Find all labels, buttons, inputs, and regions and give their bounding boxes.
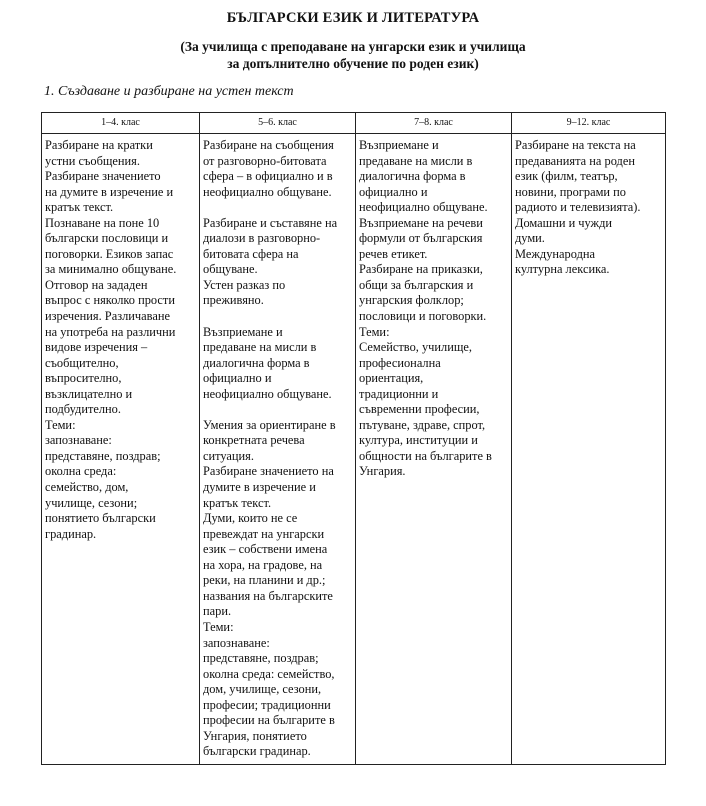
cell-text-line: представяне, поздрав; (45, 448, 161, 463)
cell-text-line: официално и (203, 371, 272, 386)
cell-text-line: изречения. Различаване (45, 309, 170, 324)
cell-text-line: Унгария. (359, 464, 406, 479)
cell-grade-7-8 (356, 134, 512, 765)
cell-text-line: ориентация, (359, 371, 424, 386)
cell-text-line: Международна (515, 246, 596, 261)
cell-text-line: околна среда: (45, 464, 117, 479)
cell-text-line: за минимално общуване. (45, 262, 177, 277)
cell-text-line: думи. (515, 231, 545, 246)
cell-text-line: подбудително. (45, 402, 121, 417)
header-grade-1-4: 1–4. клас (42, 113, 200, 134)
cell-text-line: предаванията на роден (515, 153, 635, 168)
cell-text-line: градинар. (45, 526, 97, 541)
header-grade-5-6: 5–6. клас (200, 113, 356, 134)
cell-text-line: поговорки. Езиков запас (45, 246, 174, 261)
cell-text-line: професии; традиционни (203, 697, 331, 712)
cell-text-line: превеждат на унгарски (203, 526, 325, 541)
section-heading: 1. Създаване и разбиране на устен текст (44, 84, 294, 99)
cell-text-line: възклицателно и (45, 386, 133, 401)
cell-text-line: на хора, на градове, на (203, 557, 323, 572)
cell-text-line: новини, програми по (515, 184, 626, 199)
cell-text-line: Възприемане и (203, 324, 283, 339)
cell-text-line: общности на българите в (359, 448, 492, 463)
cell-text-line: неофициално общуване. (203, 184, 332, 199)
cell-text-line: запознаване: (45, 433, 112, 448)
cell-text-line: видове изречения – (45, 340, 148, 355)
document-subtitle (0, 38, 706, 72)
cell-text-line: Възприемане и (359, 138, 439, 152)
header-grade-7-8: 7–8. клас (356, 113, 512, 134)
cell-text-line: понятието български (45, 511, 156, 526)
cell-text-line: училище, сезони; (45, 495, 138, 510)
cell-grade-1-4 (42, 134, 200, 765)
cell-text-line: конкретната речева (203, 433, 305, 448)
cell-text-line: Отговор на зададен (45, 277, 148, 292)
subtitle-line: (За училища с преподаване на унгарски език и училища (180, 39, 526, 54)
cell-text-line: въпросително, (45, 371, 122, 386)
cell-text-line: Разбиране значението (45, 169, 161, 184)
cell-text-line: Думи, които не се (203, 511, 298, 526)
document-title: БЪЛГАРСКИ ЕЗИК И ЛИТЕРАТУРА (226, 10, 480, 26)
table-row (42, 134, 666, 765)
cell-text-line: диалогична форма в (359, 169, 466, 184)
cell-text-line: названия на българските (203, 588, 333, 603)
cell-text-line: Разбиране на съобщения (203, 138, 334, 152)
header-grade-9-12: 9–12. клас (512, 113, 666, 134)
cell-text-line: думите в изречение и (203, 480, 316, 495)
cell-text-line: запознаване: (203, 635, 270, 650)
cell-text-line: професии на българите в (203, 713, 335, 728)
cell-grade-5-6 (200, 134, 356, 765)
cell-text-line: преживяно. (203, 293, 264, 308)
cell-text-line (203, 402, 352, 418)
cell-text-line: диалози в разговорно- (203, 231, 321, 246)
cell-text-line: формули от българския (359, 231, 483, 246)
cell-text-line: съвременни професии, (359, 402, 480, 417)
cell-text-line: дом, училище, сезони, (203, 682, 322, 697)
cell-text-line: диалогична форма в (203, 355, 310, 370)
cell-text-line: професионална (359, 355, 441, 370)
subtitle-line: за допълнително обучение по роден език) (227, 56, 479, 71)
cell-text-line: общуване. (203, 262, 258, 277)
cell-text-line: Възприемане на речеви (359, 215, 483, 230)
table-header-row (42, 113, 666, 134)
cell-text-line: неофициално общуване. (359, 200, 488, 215)
cell-text-line: кратък текст. (203, 495, 272, 510)
cell-text-line: език – собствени имена (203, 542, 328, 557)
curriculum-table (41, 112, 666, 765)
cell-text-line: кратък текст. (45, 200, 114, 215)
cell-text-line: Унгария, понятието (203, 728, 307, 743)
cell-text-line: представяне, поздрав; (203, 651, 319, 666)
cell-text-line: общи за българския и (359, 277, 474, 292)
cell-text-line: Разбиране на кратки (45, 138, 153, 152)
cell-text-line: български градинар. (203, 744, 311, 759)
cell-text-line: Домашни и чужди (515, 215, 613, 230)
cell-text-line: пътуване, здраве, спрот, (359, 417, 486, 432)
cell-text-line: предаване на мисли в (203, 340, 317, 355)
cell-text-line: съобщително, (45, 355, 119, 370)
cell-text-line: Семейство, училище, (359, 340, 472, 355)
cell-text-line: език (филм, театър, (515, 169, 618, 184)
cell-text-line: Умения за ориентиране в (203, 417, 336, 432)
cell-text-line: семейство, дом, (45, 480, 129, 495)
cell-text-line: радиото и телевизията). (515, 200, 641, 215)
cell-text-line: пари. (203, 604, 232, 619)
cell-text-line: Разбиране на приказки, (359, 262, 483, 277)
cell-text-line: на употреба на различни (45, 324, 176, 339)
cell-text-line: Познаване на поне 10 (45, 215, 160, 230)
cell-text-line: неофициално общуване. (203, 386, 332, 401)
cell-text-line: Теми: (359, 324, 390, 339)
cell-text-line: устни съобщения. (45, 153, 140, 168)
cell-text-line: традиционни и (359, 386, 439, 401)
cell-text-line: Теми: (45, 417, 76, 432)
cell-text-line: на думите в изречение и (45, 184, 174, 199)
cell-text-line: български пословици и (45, 231, 169, 246)
cell-text-line (203, 309, 352, 325)
cell-text-line: ситуация. (203, 448, 254, 463)
cell-text-line: околна среда: семейство, (203, 666, 335, 681)
cell-text-line: Теми: (203, 619, 234, 634)
cell-text-line: унгарския фолклор; (359, 293, 464, 308)
cell-text-line: култура, институции и (359, 433, 478, 448)
cell-text-line (203, 200, 352, 216)
cell-text-line: въпрос с няколко прости (45, 293, 175, 308)
cell-text-line: Разбиране на текста на (515, 138, 636, 152)
cell-text-line: Разбиране значението на (203, 464, 334, 479)
cell-grade-9-12 (512, 134, 666, 765)
cell-text-line: официално и (359, 184, 428, 199)
cell-text-line: културна лексика. (515, 262, 610, 277)
cell-text-line: битовата сфера на (203, 246, 299, 261)
cell-text-line: Разбиране и съставяне на (203, 215, 338, 230)
cell-text-line: Устен разказ по (203, 277, 286, 292)
cell-text-line: пословици и поговорки. (359, 309, 487, 324)
cell-text-line: реки, на планини и др.; (203, 573, 326, 588)
cell-text-line: предаване на мисли в (359, 153, 473, 168)
cell-text-line: от разговорно-битовата (203, 153, 327, 168)
cell-text-line: речев етикет. (359, 246, 428, 261)
cell-text-line: сфера – в официално и в (203, 169, 333, 184)
